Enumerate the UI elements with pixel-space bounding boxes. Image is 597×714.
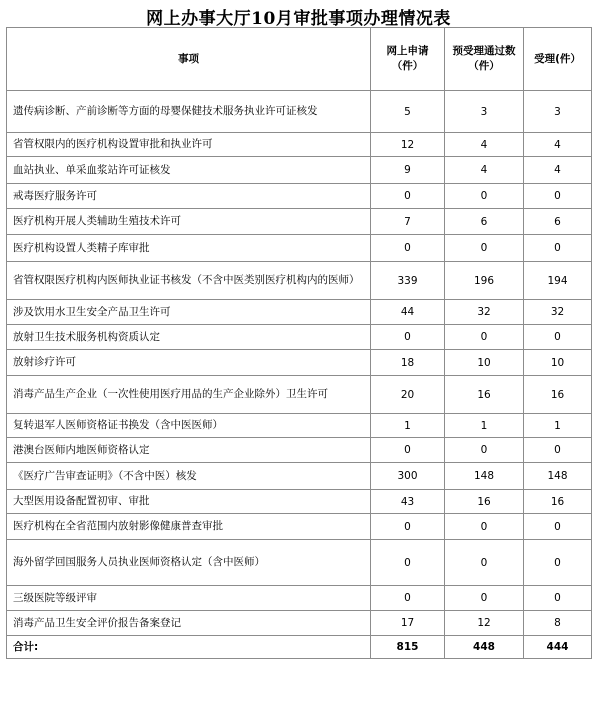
row-applied: 0 — [371, 184, 445, 209]
row-applied: 0 — [371, 438, 445, 463]
row-item: 省管权限医疗机构内医师执业证书核发（不含中医类别医疗机构内的医师） — [7, 262, 371, 300]
row-accepted: 16 — [524, 490, 592, 514]
table-row — [7, 133, 592, 157]
table-row — [7, 235, 592, 262]
row-applied: 0 — [371, 235, 445, 262]
row-item: 消毒产品生产企业（一次性使用医疗用品的生产企业除外）卫生许可 — [7, 376, 371, 414]
row-pre-passed: 1 — [445, 414, 524, 438]
total-applied: 815 — [371, 636, 445, 659]
table-row — [7, 376, 592, 414]
table-row — [7, 157, 592, 184]
header-accepted: 受理(件） — [524, 28, 592, 91]
table-row — [7, 325, 592, 350]
row-accepted: 16 — [524, 376, 592, 414]
row-item: 港澳台医师内地医师资格认定 — [7, 438, 371, 463]
page-title: 网上办事大厅10月审批事项办理情况表 — [146, 9, 451, 29]
row-item: 复转退军人医师资格证书换发（含中医医师） — [7, 414, 371, 438]
table-row — [7, 586, 592, 611]
row-item: 三级医院等级评审 — [7, 586, 371, 611]
table-row — [7, 209, 592, 235]
row-applied: 339 — [371, 262, 445, 300]
total-accepted: 444 — [524, 636, 592, 659]
row-accepted: 4 — [524, 133, 592, 157]
row-accepted: 0 — [524, 325, 592, 350]
row-pre-passed: 4 — [445, 157, 524, 184]
row-accepted: 10 — [524, 350, 592, 376]
row-applied: 44 — [371, 300, 445, 325]
row-item: 医疗机构设置人类精子库审批 — [7, 235, 371, 262]
row-item: 医疗机构开展人类辅助生殖技术许可 — [7, 209, 371, 235]
row-pre-passed: 4 — [445, 133, 524, 157]
row-item: 涉及饮用水卫生安全产品卫生许可 — [7, 300, 371, 325]
row-pre-passed: 16 — [445, 376, 524, 414]
row-item: 《医疗广告审查证明》（不含中医）核发 — [7, 463, 371, 490]
row-pre-passed: 10 — [445, 350, 524, 376]
header-item: 事项 — [7, 28, 371, 91]
row-applied: 20 — [371, 376, 445, 414]
row-pre-passed: 0 — [445, 184, 524, 209]
row-accepted: 194 — [524, 262, 592, 300]
row-accepted: 0 — [524, 586, 592, 611]
row-pre-passed: 32 — [445, 300, 524, 325]
row-pre-passed: 196 — [445, 262, 524, 300]
row-pre-passed: 16 — [445, 490, 524, 514]
row-pre-passed: 0 — [445, 586, 524, 611]
header-row — [7, 28, 592, 91]
row-applied: 0 — [371, 540, 445, 586]
row-applied: 5 — [371, 91, 445, 133]
row-accepted: 0 — [524, 540, 592, 586]
header-pre-passed: 预受理通过数（件） — [445, 28, 524, 91]
table-row — [7, 184, 592, 209]
row-pre-passed: 148 — [445, 463, 524, 490]
table-row — [7, 414, 592, 438]
row-pre-passed: 6 — [445, 209, 524, 235]
row-item: 海外留学回国服务人员执业医师资格认定（含中医师） — [7, 540, 371, 586]
row-pre-passed: 3 — [445, 91, 524, 133]
row-item: 血站执业、单采血浆站许可证核发 — [7, 157, 371, 184]
row-applied: 0 — [371, 586, 445, 611]
row-accepted: 6 — [524, 209, 592, 235]
table-row — [7, 514, 592, 540]
row-pre-passed: 0 — [445, 325, 524, 350]
row-item: 戒毒医疗服务许可 — [7, 184, 371, 209]
row-pre-passed: 12 — [445, 611, 524, 636]
row-item: 消毒产品卫生安全评价报告备案登记 — [7, 611, 371, 636]
row-item: 医疗机构在全省范围内放射影像健康普查审批 — [7, 514, 371, 540]
row-item: 放射诊疗许可 — [7, 350, 371, 376]
row-accepted: 3 — [524, 91, 592, 133]
row-pre-passed: 0 — [445, 438, 524, 463]
table-row — [7, 91, 592, 133]
row-pre-passed: 0 — [445, 540, 524, 586]
row-applied: 18 — [371, 350, 445, 376]
total-row — [7, 636, 592, 659]
row-applied: 9 — [371, 157, 445, 184]
row-accepted: 32 — [524, 300, 592, 325]
row-applied: 43 — [371, 490, 445, 514]
total-pre-passed: 448 — [445, 636, 524, 659]
row-applied: 300 — [371, 463, 445, 490]
row-accepted: 0 — [524, 184, 592, 209]
table-row — [7, 540, 592, 586]
row-accepted: 0 — [524, 235, 592, 262]
row-item: 大型医用设备配置初审、审批 — [7, 490, 371, 514]
table-row — [7, 490, 592, 514]
table-row — [7, 350, 592, 376]
table-row — [7, 300, 592, 325]
row-applied: 0 — [371, 514, 445, 540]
row-accepted: 1 — [524, 414, 592, 438]
row-applied: 0 — [371, 325, 445, 350]
row-item: 遗传病诊断、产前诊断等方面的母婴保健技术服务执业许可证核发 — [7, 91, 371, 133]
row-pre-passed: 0 — [445, 514, 524, 540]
header-applied: 网上申请（件） — [371, 28, 445, 91]
row-applied: 1 — [371, 414, 445, 438]
row-applied: 12 — [371, 133, 445, 157]
row-pre-passed: 0 — [445, 235, 524, 262]
row-item: 省管权限内的医疗机构设置审批和执业许可 — [7, 133, 371, 157]
row-applied: 17 — [371, 611, 445, 636]
row-accepted: 148 — [524, 463, 592, 490]
table-row — [7, 262, 592, 300]
table-row — [7, 463, 592, 490]
table-body — [7, 91, 592, 636]
table-row — [7, 438, 592, 463]
approval-table — [6, 27, 592, 659]
table-row — [7, 611, 592, 636]
row-accepted: 0 — [524, 438, 592, 463]
row-accepted: 8 — [524, 611, 592, 636]
row-item: 放射卫生技术服务机构资质认定 — [7, 325, 371, 350]
row-applied: 7 — [371, 209, 445, 235]
row-accepted: 4 — [524, 157, 592, 184]
total-label: 合计: — [7, 636, 371, 659]
row-accepted: 0 — [524, 514, 592, 540]
